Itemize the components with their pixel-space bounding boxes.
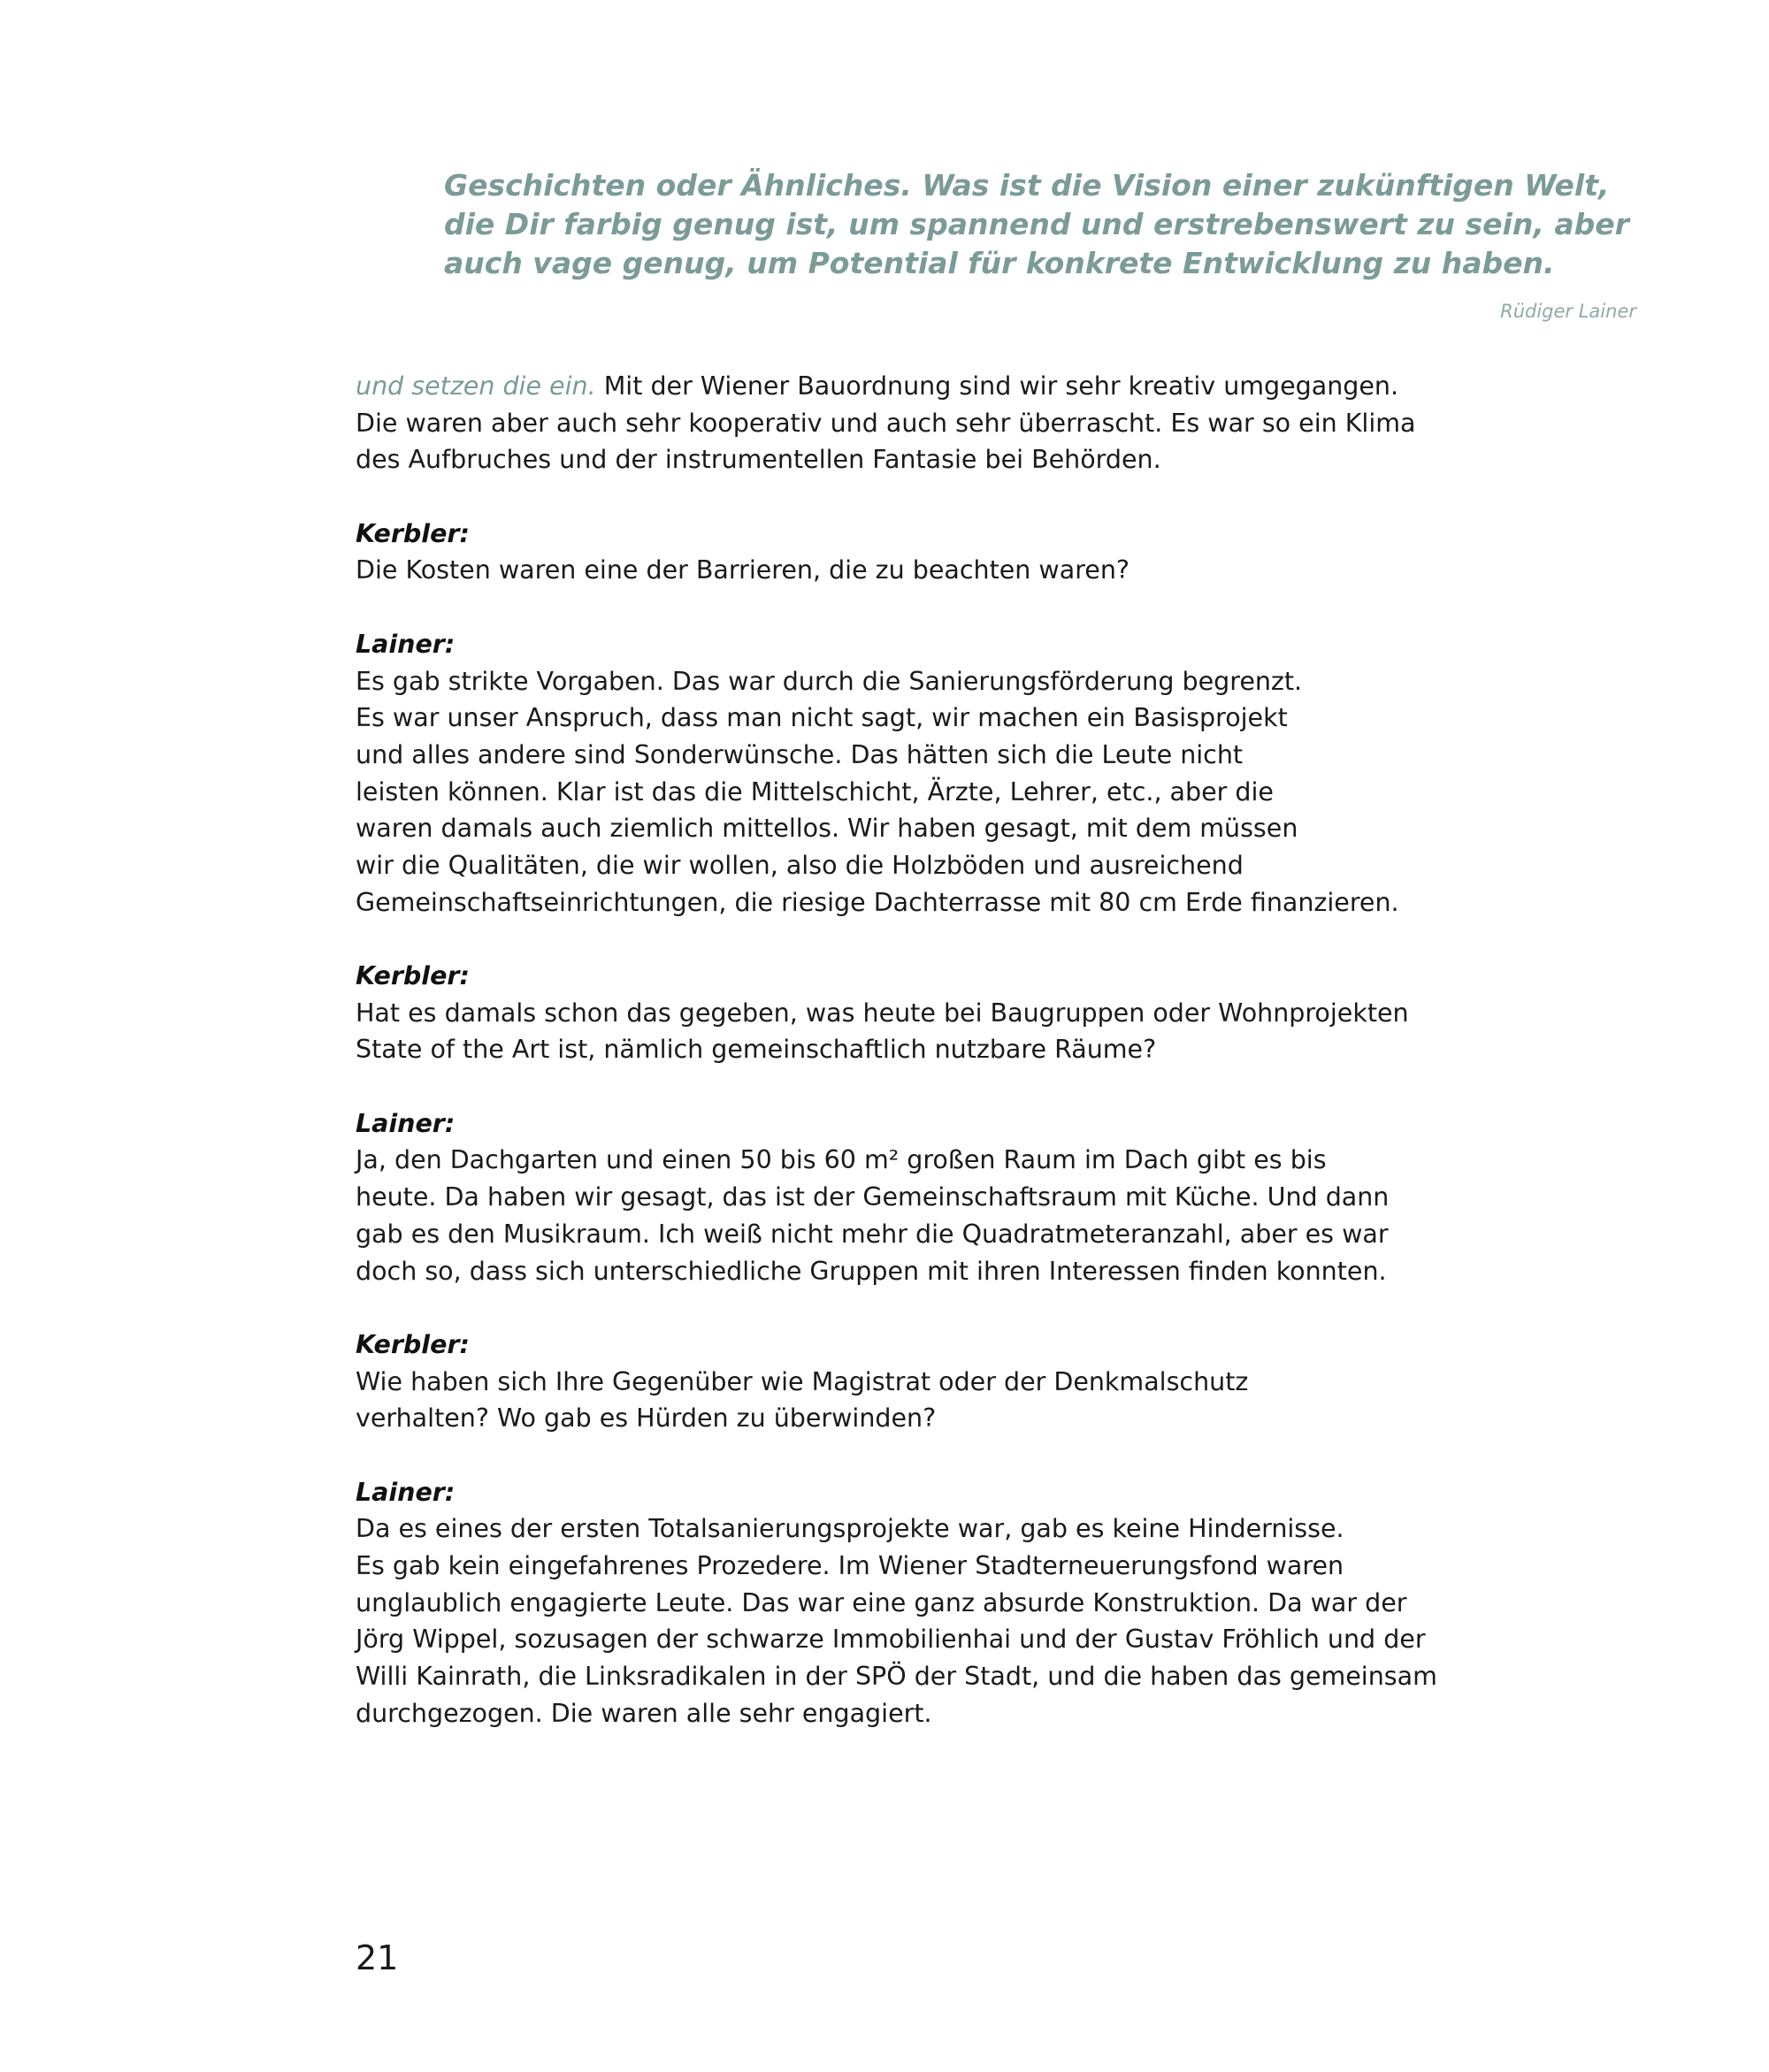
text-line: des Aufbruches und der instrumentellen Fantasie bei Behörden. [356, 445, 1161, 475]
interview-text [356, 368, 1576, 1732]
page-number: 21 [356, 1938, 399, 1977]
speaker-label: Lainer: [356, 1108, 456, 1138]
text-line: verhalten? Wo gab es Hürden zu überwinden? [356, 1403, 937, 1434]
text-line: Willi Kainrath, die Linksradikalen in der SPÖ der Stadt, und die haben das gemeinsam [356, 1662, 1437, 1692]
text-line: Wie haben sich Ihre Gegenüber wie Magistrat oder der Denkmalschutz [356, 1366, 1249, 1396]
text-line: Es gab kein eingefahrenes Prozedere. Im Wiener Stadterneuerungsfond waren [356, 1551, 1344, 1580]
exchange [356, 1327, 1576, 1437]
paragraph-gap [356, 589, 1576, 626]
speaker-label: Kerbler: [356, 961, 470, 990]
text-line: wir die Qualitäten, die wir wollen, also die Holzböden und ausreichend [356, 850, 1244, 880]
text-line: doch so, dass sich unterschiedliche Gruppen mit ihren Interessen finden konnten. [356, 1256, 1387, 1286]
exchange [356, 1474, 1576, 1732]
text-line: Die Kosten waren eine der Barrieren, die zu beachten waren? [356, 555, 1130, 585]
speaker-label: Lainer: [356, 629, 456, 659]
speaker-label: Kerbler: [356, 518, 470, 548]
paragraph-gap [356, 921, 1576, 958]
paragraph-gap [356, 1289, 1576, 1327]
text-line: unglaublich engagierte Leute. Das war eine ganz absurde Konstruktion. Da war der [356, 1587, 1407, 1617]
text-line: Es war unser Anspruch, dass man nicht sagt, wir machen ein Basisprojekt [356, 703, 1288, 733]
pull-quote [444, 166, 1682, 283]
text-line: Gemeinschaftseinrichtungen, die riesige Dachterrasse mit 80 cm Erde finanzieren. [356, 887, 1399, 917]
opening-paragraph [356, 368, 1576, 478]
paragraph-gap [356, 1437, 1576, 1474]
text-line: leisten können. Klar ist das die Mittelschicht, Ärzte, Lehrer, etc., aber die [356, 776, 1274, 807]
text-line: Die waren aber auch sehr kooperativ und auch sehr überrascht. Es war so ein Klima [356, 408, 1416, 438]
text-line: Es gab strikte Vorgaben. Das war durch die Sanierungsförderung begrenzt. [356, 666, 1303, 696]
text-line: durchgezogen. Die waren alle sehr engagiert. [356, 1698, 932, 1728]
text-line: und alles andere sind Sonderwünsche. Das hätten sich die Leute nicht [356, 739, 1244, 769]
text-line: waren damals auch ziemlich mittellos. Wir haben gesagt, mit dem müssen [356, 814, 1298, 844]
exchange [356, 626, 1576, 921]
text-line: State of the Art ist, nämlich gemeinschaftlich nutzbare Räume? [356, 1035, 1157, 1065]
exchange [356, 516, 1576, 589]
text-line [356, 368, 1576, 405]
text-line: Ja, den Dachgarten und einen 50 bis 60 m² großen Raum im Dach gibt es bis [356, 1145, 1327, 1175]
speaker-label: Kerbler: [356, 1329, 470, 1359]
paragraph-gap [356, 1068, 1576, 1105]
pull-quote-line: Geschichten oder Ähnliches. Was ist die Vision einer zukünftigen Welt, [444, 168, 1610, 203]
text-line: Da es eines der ersten Totalsanierungsprojekte war, gab es keine Hindernisse. [356, 1514, 1344, 1544]
speaker-label: Lainer: [356, 1477, 456, 1507]
exchange [356, 1105, 1576, 1289]
lead-in-continuation: Mit der Wiener Bauordnung sind wir sehr kreativ umgegangen. [595, 371, 1399, 401]
pull-quote-line: auch vage genug, um Potential für konkrete Entwicklung zu haben. [444, 246, 1555, 280]
lead-in: und setzen die ein. [356, 371, 596, 401]
pull-quote-line: die Dir farbig genug ist, um spannend und erstrebenswert zu sein, aber [444, 207, 1629, 241]
exchange [356, 958, 1576, 1068]
text-line: Hat es damals schon das gegeben, was heute bei Baugruppen oder Wohnprojekten [356, 998, 1409, 1028]
paragraph-gap [356, 478, 1576, 516]
text-line: heute. Da haben wir gesagt, das ist der Gemeinschaftsraum mit Küche. Und dann [356, 1182, 1390, 1212]
quote-author: Rüdiger Lainer [1500, 301, 1636, 322]
text-line: Jörg Wippel, sozusagen der schwarze Immobilienhai und der Gustav Fröhlich und der [356, 1625, 1426, 1655]
text-line: gab es den Musikraum. Ich weiß nicht mehr die Quadratmeteranzahl, aber es war [356, 1219, 1389, 1249]
